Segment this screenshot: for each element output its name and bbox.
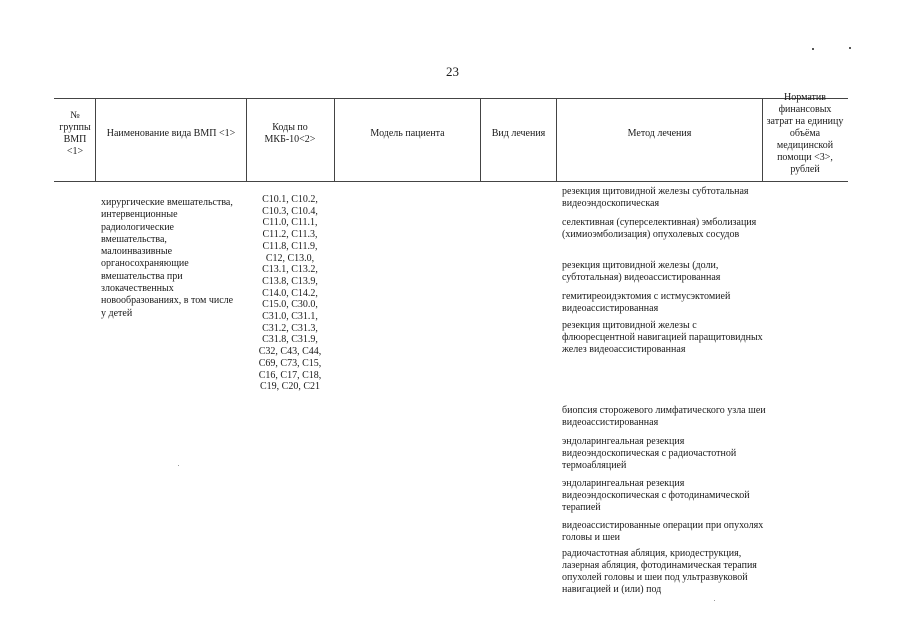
- header-patient-model: [335, 88, 480, 180]
- header-patient-model-text: Модель пациента: [370, 128, 445, 139]
- method-item: биопсия сторожевого лимфатического узла шеи видеоассистированная: [562, 405, 766, 428]
- method-item: радиочастотная абляция, криодеструкция, лазерная абляция, фотодинамическая терапия опухолей головы и шеи под ультразвуковой навигацией и (или) под: [562, 548, 757, 595]
- header-cost-standard: [765, 88, 845, 180]
- icd-codes-cell: [247, 194, 333, 393]
- header-treatment-type-text: Вид лечения: [491, 128, 546, 139]
- header-icd-codes-text: Коды по МКБ-10<2>: [264, 122, 316, 145]
- icd-code-line: C14.0, C14.2,: [262, 287, 318, 299]
- vmp-name-line: хирургические вмешательства,: [101, 197, 233, 208]
- method-item: эндоларингеальная резекция видеоэндоскопическая с радиочастотной термоабляцией: [562, 436, 737, 471]
- method-item: резекция щитовидной железы (доли, субтотальная) видеоассистированная: [562, 260, 721, 283]
- header-treatment-type: [481, 88, 556, 180]
- column-divider: [762, 98, 763, 182]
- vmp-name-cell: [101, 197, 247, 320]
- header-vmp-name: [96, 88, 246, 180]
- method-item: резекция щитовидной железы субтотальная видеоэндоскопическая: [562, 186, 749, 209]
- header-group-no-text: № группы ВМП <1>: [59, 110, 91, 157]
- icd-code-line: C10.3, C10.4,: [262, 205, 318, 217]
- icd-code-line: C31.0, C31.1,: [262, 311, 318, 323]
- icd-code-line: C15.0, C30.0,: [262, 299, 318, 311]
- header-treatment-method: [557, 88, 762, 180]
- icd-code-line: C31.2, C31.3,: [262, 322, 318, 334]
- icd-code-line: C16, C17, C18,: [258, 369, 322, 381]
- vmp-name-line: вмешательства,: [101, 233, 167, 245]
- vmp-name-line: органосохраняющие: [101, 258, 189, 270]
- scan-speck: [849, 47, 851, 49]
- header-cost-standard-text: Норматив финансовых затрат на единицу объёма медицинской помощи <3>, рублей: [766, 92, 844, 175]
- scan-speck: [714, 600, 715, 601]
- icd-code-line: C19, C20, C21: [259, 381, 320, 393]
- icd-code-line: C13.1, C13.2,: [262, 264, 318, 276]
- page-number: 23: [446, 64, 459, 79]
- header-vmp-name-text: Наименование вида ВМП <1>: [106, 128, 236, 139]
- vmp-name-line: радиологические: [101, 221, 174, 233]
- icd-code-line: C11.2, C11.3,: [262, 229, 318, 241]
- vmp-name-line: злокачественных: [101, 283, 174, 295]
- method-item: видеоассистированные операции при опухолях головы и шеи: [562, 520, 764, 543]
- scan-speck: [178, 465, 179, 466]
- method-item: селективная (суперселективная) эмболизация (химиоэмболизация) опухолевых сосудов: [562, 217, 757, 240]
- header-icd-codes: [253, 88, 327, 180]
- vmp-name-line: новообразованиях, в том числе: [101, 295, 234, 307]
- method-item: резекция щитовидной железы с флюоресцентной навигацией паращитовидных желез видеоассистированная: [562, 320, 763, 355]
- vmp-name-line: вмешательства при: [101, 270, 183, 282]
- vmp-name-line: у детей: [101, 307, 133, 319]
- icd-code-line: C11.8, C11.9,: [262, 240, 318, 252]
- icd-code-line: C31.8, C31.9,: [262, 334, 318, 346]
- icd-code-line: C13.8, C13.9,: [262, 275, 318, 287]
- table-header-bottom-border: [54, 181, 848, 182]
- vmp-name-line: малоинвазивные: [101, 246, 173, 258]
- method-item: эндоларингеальная резекция видеоэндоскопическая с фотодинамической терапией: [562, 478, 750, 513]
- icd-code-line: C10.1, C10.2,: [262, 194, 318, 205]
- header-group-no: [56, 88, 94, 180]
- vmp-name-line: интервенционные: [101, 209, 178, 221]
- icd-code-line: C69, C73, C15,: [258, 357, 322, 369]
- icd-code-line: C11.0, C11.1,: [262, 217, 318, 229]
- method-item: гемитиреоидэктомия с истмусэктомией видеоассистированная: [562, 291, 731, 314]
- header-treatment-method-text: Метод лечения: [627, 128, 692, 139]
- icd-code-line: C32, C43, C44,: [258, 346, 322, 358]
- icd-code-line: C12, C13.0,: [265, 252, 315, 264]
- scan-speck: [812, 48, 814, 50]
- column-divider: [246, 98, 247, 182]
